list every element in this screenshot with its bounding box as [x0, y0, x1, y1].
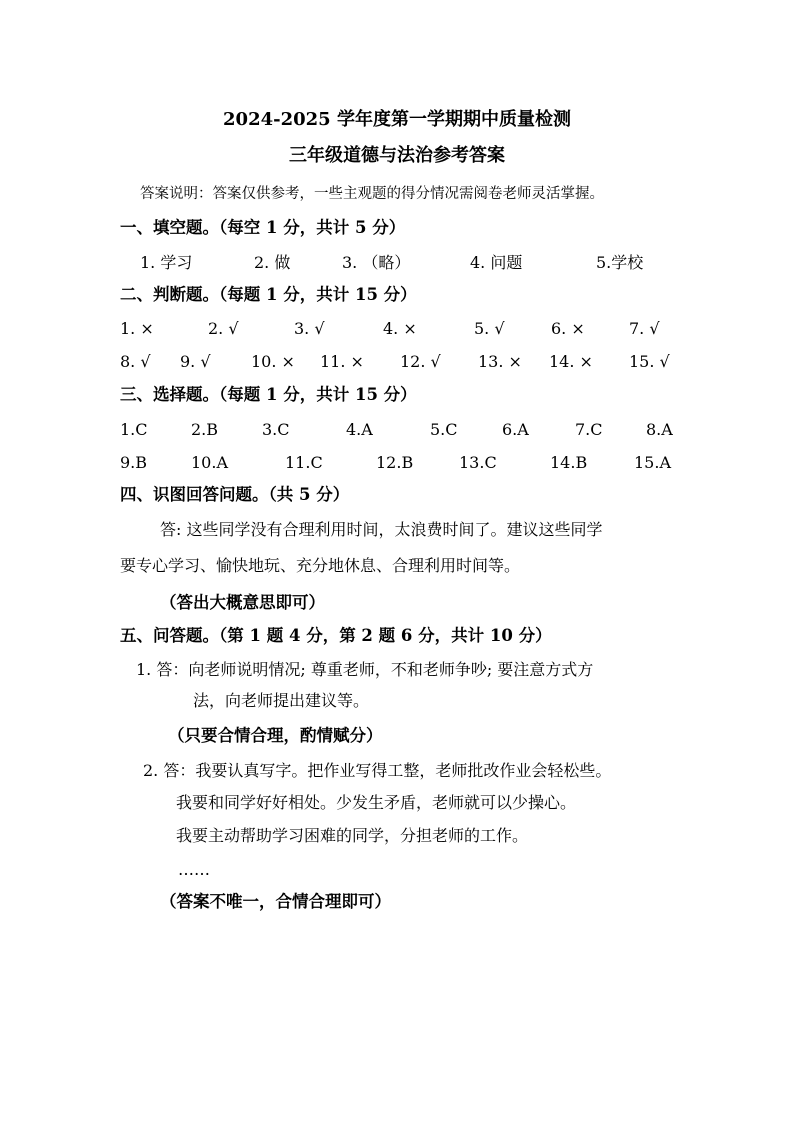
- judge-answer-2: 2. √: [208, 319, 239, 338]
- judge-answer-8: 8. √: [120, 352, 151, 371]
- fill-answer-2: 2. 做: [254, 253, 291, 272]
- choice-answer-13: 13.C: [459, 453, 497, 472]
- judge-answer-12: 12. √: [400, 352, 441, 371]
- judge-answer-11: 11. ×: [320, 352, 364, 371]
- choice-answer-14: 14.B: [550, 453, 588, 472]
- choice-answer-3: 3.C: [262, 420, 290, 439]
- q2-answer-line-3: 我要主动帮助学习困难的同学，分担老师的工作。: [176, 826, 529, 845]
- section-4-answer-line-2: 要专心学习、愉快地玩、充分地休息、合理利用时间等。: [120, 556, 521, 575]
- section-3-heading: 三、选择题。（每题 1 分，共计 15 分）: [120, 385, 417, 404]
- choice-answer-7: 7.C: [575, 420, 603, 439]
- choice-answer-5: 5.C: [430, 420, 458, 439]
- judge-answer-15: 15. √: [629, 352, 670, 371]
- judge-answer-6: 6. ×: [551, 319, 585, 338]
- q2-ellipsis: ……: [178, 860, 210, 879]
- section-5-heading: 五、问答题。（第 1 题 4 分，第 2 题 6 分，共计 10 分）: [120, 626, 552, 645]
- choice-answer-1: 1.C: [120, 420, 148, 439]
- fill-answer-3: 3. （略）: [342, 253, 411, 272]
- judge-answer-9: 9. √: [180, 352, 211, 371]
- judge-answer-13: 13. ×: [478, 352, 522, 371]
- section-1-heading: 一、填空题。（每空 1 分，共计 5 分）: [120, 218, 406, 237]
- section-2-heading: 二、判断题。（每题 1 分，共计 15 分）: [120, 285, 417, 304]
- judge-answer-7: 7. √: [629, 319, 660, 338]
- judge-answer-14: 14. ×: [549, 352, 593, 371]
- fill-answer-1: 1. 学习: [140, 253, 193, 272]
- judge-answer-1: 1. ×: [120, 319, 154, 338]
- choice-answer-6: 6.A: [502, 420, 529, 439]
- section-4-heading: 四、识图回答问题。（共 5 分）: [120, 485, 350, 504]
- judge-answer-10: 10. ×: [251, 352, 295, 371]
- q2-remark: （答案不唯一，合情合理即可）: [160, 892, 391, 911]
- page-title: 2024-2025 学年度第一学期期中质量检测: [223, 109, 571, 130]
- fill-answer-4: 4. 问题: [470, 253, 523, 272]
- section-4-answer-line-1: 答: 这些同学没有合理利用时间，太浪费时间了。建议这些同学: [160, 520, 603, 539]
- answer-note: 答案说明：答案仅供参考，一些主观题的得分情况需阅卷老师灵活掌握。: [140, 186, 604, 202]
- judge-answer-3: 3. √: [294, 319, 325, 338]
- q2-answer-line-2: 我要和同学好好相处。少发生矛盾，老师就可以少操心。: [176, 793, 577, 812]
- q2-answer-line-1: 2. 答：我要认真写字。把作业写得工整，老师批改作业会轻松些。: [143, 761, 612, 780]
- choice-answer-2: 2.B: [191, 420, 219, 439]
- choice-answer-15: 15.A: [634, 453, 671, 472]
- q1-answer-line-1: 1. 答：向老师说明情况; 尊重老师，不和老师争吵; 要注意方式方: [136, 660, 594, 679]
- choice-answer-8: 8.A: [646, 420, 673, 439]
- choice-answer-9: 9.B: [120, 453, 148, 472]
- judge-answer-5: 5. √: [474, 319, 505, 338]
- choice-answer-10: 10.A: [191, 453, 228, 472]
- section-4-remark: （答出大概意思即可）: [160, 593, 325, 612]
- q1-remark: （只要合情合理，酌情赋分）: [168, 726, 383, 745]
- choice-answer-4: 4.A: [346, 420, 373, 439]
- judge-answer-4: 4. ×: [383, 319, 417, 338]
- fill-answer-5: 5.学校: [596, 253, 644, 272]
- q1-answer-line-2: 法，向老师提出建议等。: [193, 691, 370, 710]
- page-subtitle: 三年级道德与法治参考答案: [289, 145, 505, 166]
- choice-answer-12: 12.B: [376, 453, 414, 472]
- choice-answer-11: 11.C: [285, 453, 323, 472]
